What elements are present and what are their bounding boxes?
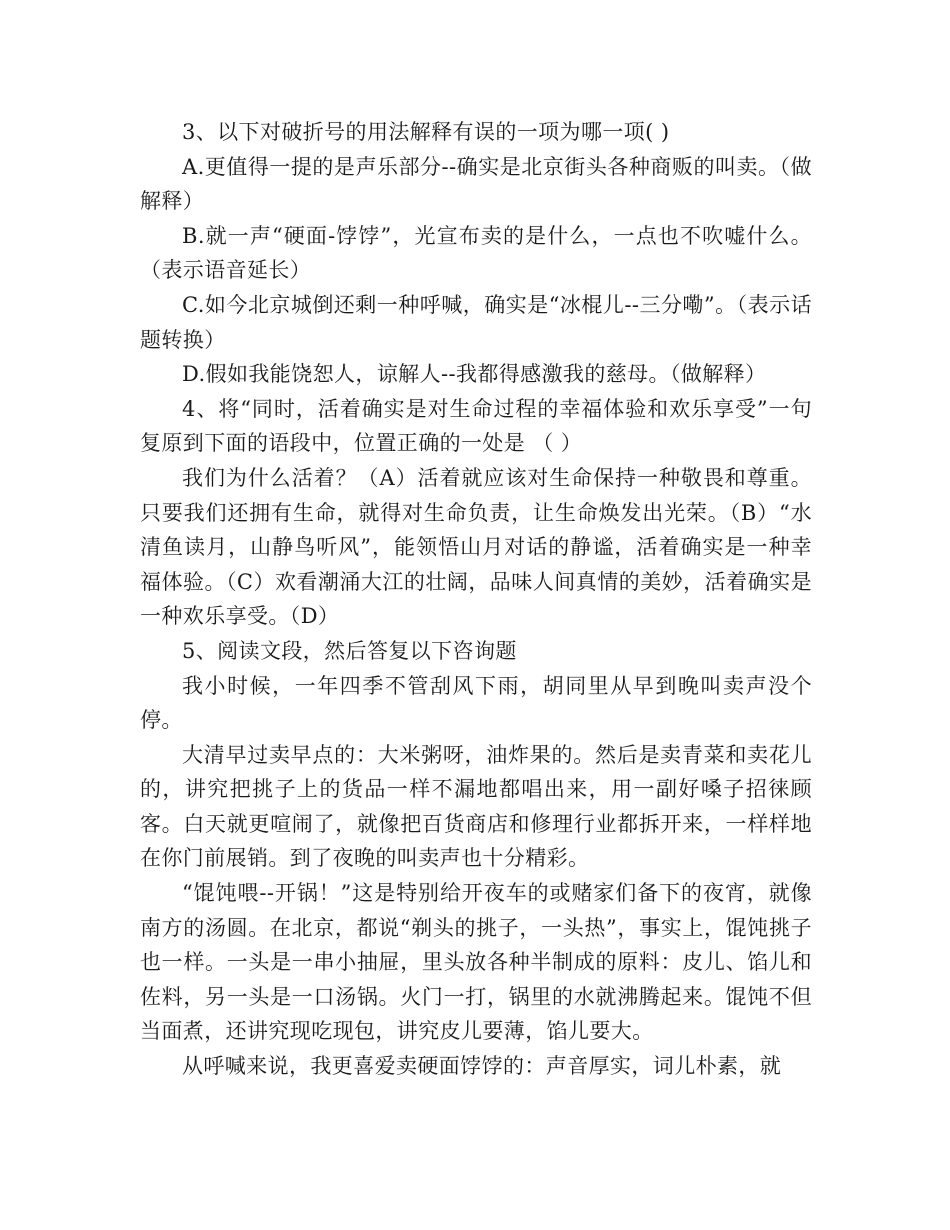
document-body xyxy=(140,115,812,1084)
option-b: B.就一声“硬面-饽饽”，光宣布卖的是什么，一点也不吹嘘什么。（表示语音延长） xyxy=(140,223,812,283)
question-4-stem: 4、将“同时，活着确实是对生命过程的幸福体验和欢乐享受”一句复原到下面的语段中，位置正确的一处是 （ ） xyxy=(140,396,812,456)
reading-paragraph-2: 大清早过卖早点的：大米粥呀，油炸果的。然后是卖青菜和卖花儿的，讲究把挑子上的货品一样不漏地都唱出来，用一副好嗓子招徕顾客。白天就更喧闹了，就像把百货商店和修理行业都拆开来，一样样地在你门前展销。到了夜晚的叫卖声也十分精彩。 xyxy=(140,742,812,871)
question-5-stem: 5、阅读文段，然后答复以下咨询题 xyxy=(182,638,517,663)
reading-paragraph-3: “馄饨喂--开锅！”这是特别给开夜车的或赌家们备下的夜宵，就像南方的汤圆。在北京，都说“剃头的挑子，一头热”，事实上，馄饨挑子也一样。一头是一串小抽屉，里头放各种半制成的原料：皮儿、馅儿和佐料，另一头是一口汤锅。火门一打，锅里的水就沸腾起来。馄饨不但当面煮，还讲究现吃现包，讲究皮儿要薄，馅儿要大。 xyxy=(140,881,812,1044)
question-4-passage: 我们为什么活着？（A）活着就应该对生命保持一种敬畏和尊重。只要我们还拥有生命，就得对生命负责，让生命焕发出光荣。（B）“水清鱼读月，山静鸟听风”，能领悟山月对话的静谧，活着确实是一种幸福体验。（C）欢看潮涌大江的壮阔，品味人间真情的美妙，活着确实是一种欢乐享受。（D） xyxy=(140,465,812,629)
option-d: D.假如我能饶恕人，谅解人--我都得感激我的慈母。（做解释） xyxy=(182,362,767,387)
option-a: A.更值得一提的是声乐部分--确实是北京街头各种商贩的叫卖。（做解释） xyxy=(140,154,812,214)
reading-paragraph-1: 我小时候，一年四季不管刮风下雨，胡同里从早到晚叫卖声没个停。 xyxy=(140,673,812,733)
reading-paragraph-4: 从呼喊来说，我更喜爱卖硬面饽饽的：声音厚实，词儿朴素，就 xyxy=(182,1054,782,1079)
option-c: C.如今北京城倒还剩一种呼喊，确实是“冰棍儿--三分嘞”。（表示话题转换） xyxy=(140,292,812,352)
question-3-stem: 3、以下对破折号的用法解释有误的一项为哪一项( ) xyxy=(182,120,670,144)
